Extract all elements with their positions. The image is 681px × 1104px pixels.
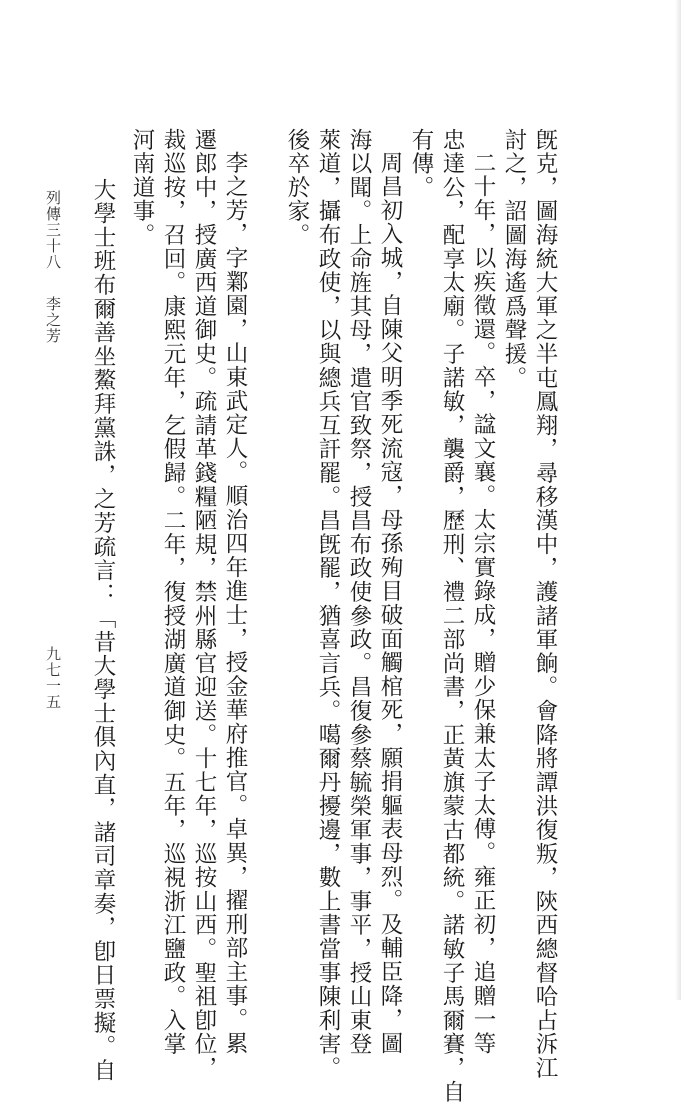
- text-column-3: 二十年，以疾徵還。卒，諡文襄。太宗實錄成，贈少保兼太子太傅。雍正初，追贈一等: [470, 151, 496, 1056]
- text-column-9: 後卒於家。: [284, 128, 310, 247]
- page-edge: [675, 0, 681, 1000]
- header-biography-name: 李之芳: [44, 296, 62, 344]
- text-column-5: 有傳。: [408, 128, 434, 200]
- text-column-1: 旣克，圖海統大軍之半屯鳳翔，尋移漢中，護諸軍餉。會降將譚洪復叛，陝西總督哈占泝江: [532, 128, 558, 1080]
- running-header: [44, 190, 62, 344]
- text-column-10: 李之芳，字鄴園，山東武定人。順治四年進士，授金華府推官。卓異，擢刑部主事。累: [222, 151, 248, 1056]
- text-column-4: 忠達公，配享太廟。子諾敏，襲爵，歷刑、禮二部尚書，正黃旗蒙古都統。諾敏子馬爾賽，自: [439, 128, 465, 1104]
- text-column-11: 遷郎中，授廣西道御史。疏請革錢糧陋規，禁州縣官迎送。十七年，巡按山西。聖祖卽位，: [191, 128, 217, 1080]
- text-column-2: 討之，詔圖海遙爲聲援。: [501, 128, 527, 390]
- text-column-13: 河南道事。: [129, 128, 155, 247]
- text-column-14: 大學士班布爾善坐鰲拜黨誅，之芳疏言：「昔大學士俱內直，諸司章奏，卽日票擬。自: [90, 178, 116, 1083]
- text-column-12: 裁巡按，召回。康熙元年，乞假歸。二年，復授湖廣道御史。五年，巡視浙江鹽政。入掌: [160, 128, 186, 1057]
- text-column-7: 海以聞。上命旌其母，遣官致祭，授昌布政使參政。昌復參蔡毓榮軍事，事平，授山東登: [346, 128, 372, 1057]
- header-volume: 列傳三十八: [44, 190, 62, 270]
- text-column-8: 萊道，攝布政使，以與總兵互訐罷。昌旣罷，猶喜言兵。噶爾丹擾邊，數上書當事陳利害。: [315, 128, 341, 1080]
- page-number: 九七一五: [44, 646, 62, 710]
- text-column-6: 周昌初入城，自陳父明季死流寇，母孫殉目破面觸棺死，願捐軀表母烈。及輔臣降，圖: [377, 151, 403, 1056]
